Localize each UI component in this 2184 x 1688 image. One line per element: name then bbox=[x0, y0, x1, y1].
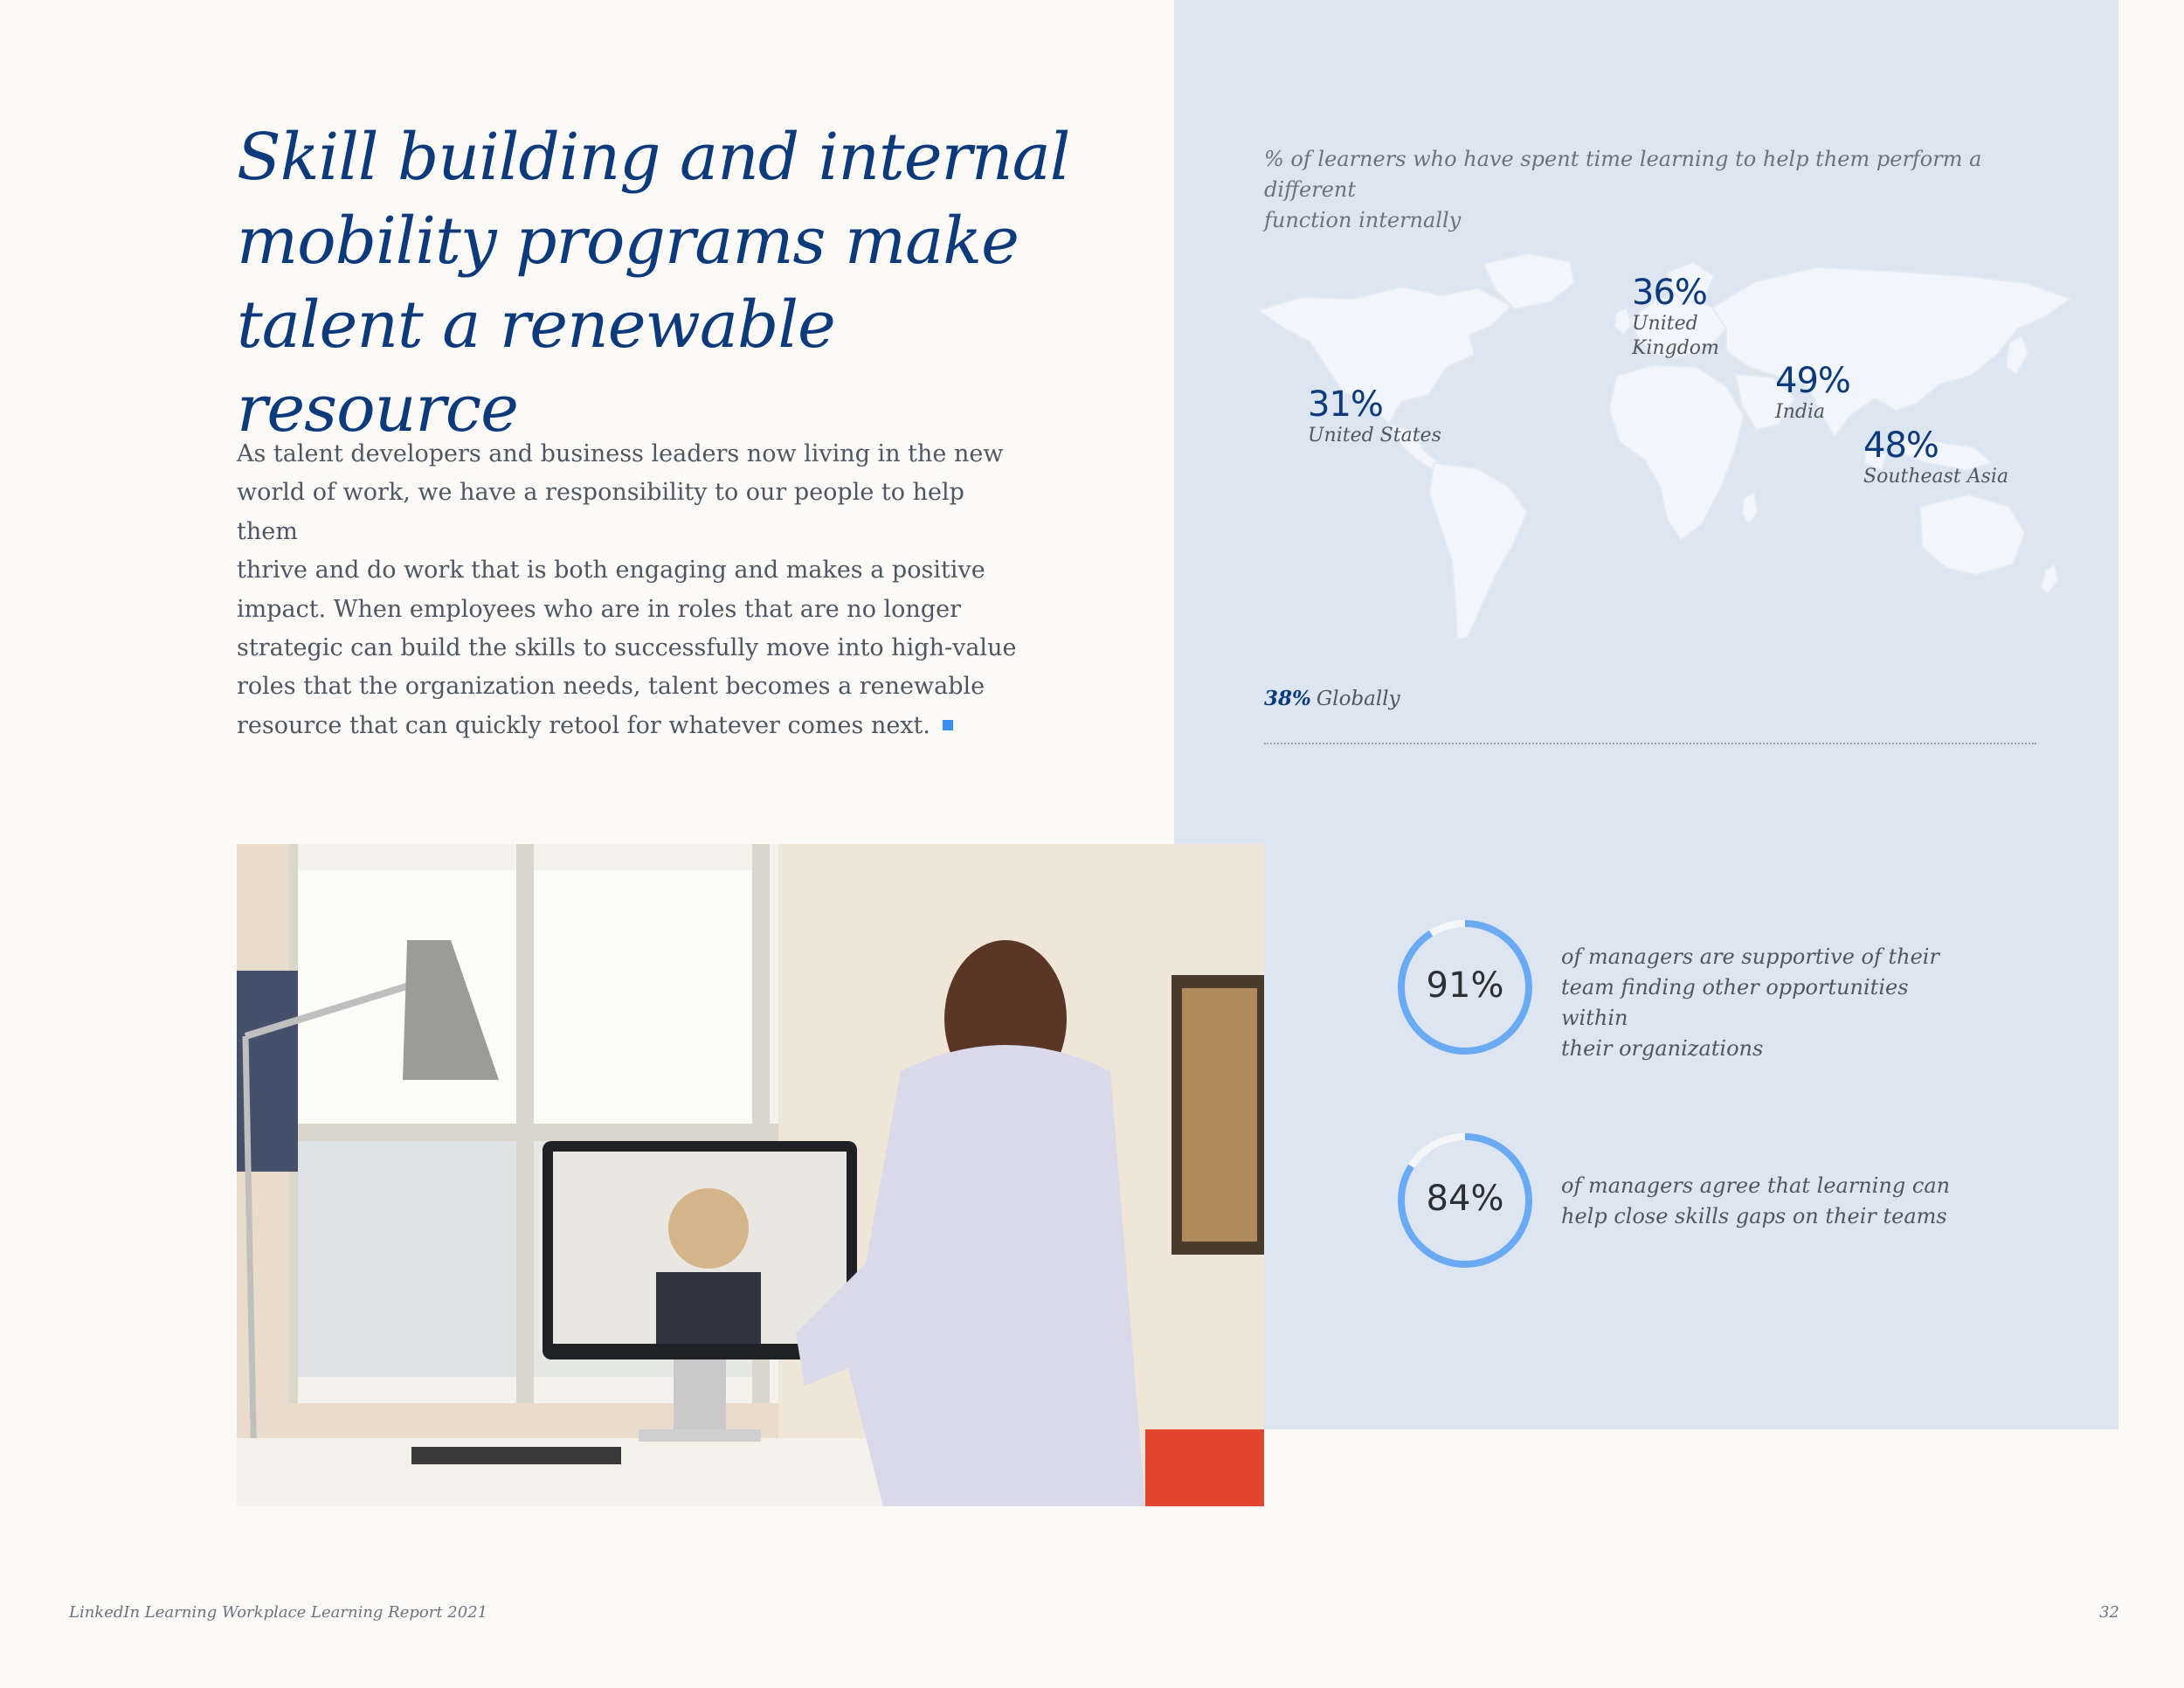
map-stat-percent: 49% bbox=[1775, 361, 1850, 401]
body-line: resource that can quickly retool for whatever comes next. bbox=[237, 711, 930, 739]
donut-description-line: of managers agree that learning can bbox=[1561, 1173, 1951, 1198]
headline-line: mobility programs make bbox=[237, 204, 1019, 279]
body-line: As talent developers and business leaders now living in the new bbox=[237, 440, 1004, 467]
donut-description-line: team finding other opportunities within bbox=[1561, 975, 1909, 1030]
map-stat-united-states bbox=[1308, 385, 1441, 448]
map-stat-location bbox=[1632, 312, 1719, 361]
donut-percent: 84% bbox=[1426, 1179, 1504, 1219]
body-paragraph bbox=[237, 435, 1023, 745]
footer-report-title: LinkedIn Learning Workplace Learning Report 2021 bbox=[69, 1603, 488, 1622]
donut-description-line: of managers are supportive of their bbox=[1561, 944, 1939, 969]
map-stat-united-kingdom bbox=[1632, 273, 1719, 361]
donut-description-line: help close skills gaps on their teams bbox=[1561, 1204, 1947, 1228]
body-line: roles that the organization needs, talent becomes a renewable bbox=[237, 673, 985, 701]
headline-line: talent a renewable resource bbox=[237, 287, 835, 446]
map-stat-location: Southeast Asia bbox=[1863, 466, 2009, 488]
body-line: world of work, we have a responsibility to our people to help them bbox=[237, 479, 964, 545]
map-stat-location: India bbox=[1775, 401, 1826, 423]
donut-percent: 91% bbox=[1426, 965, 1504, 1006]
global-stat-label: Globally bbox=[1316, 688, 1400, 710]
photo-woman-video-call bbox=[237, 844, 1264, 1506]
body-line: impact. When employees who are in roles that are no longer bbox=[237, 595, 961, 623]
map-caption bbox=[1264, 144, 2050, 236]
map-stat-location-line: United bbox=[1632, 313, 1698, 335]
donut-description bbox=[1561, 1171, 1980, 1232]
map-stat-southeast-asia bbox=[1863, 426, 2008, 489]
page-number: 32 bbox=[2099, 1603, 2119, 1622]
page-headline bbox=[237, 115, 1093, 451]
dotted-divider bbox=[1264, 743, 2036, 744]
end-of-article-square-icon bbox=[943, 720, 953, 730]
headline-line: Skill building and internal bbox=[237, 120, 1070, 195]
map-caption-line: % of learners who have spent time learning to help them perform a different bbox=[1264, 147, 1982, 202]
map-stat-location: United States bbox=[1308, 425, 1441, 446]
map-stat-percent: 31% bbox=[1308, 384, 1383, 425]
global-stat-percent: 38% bbox=[1264, 687, 1311, 710]
map-stat-percent: 48% bbox=[1863, 425, 1939, 466]
body-line: strategic can build the skills to successfully move into high-value bbox=[237, 634, 1017, 662]
body-line: thrive and do work that is both engaging and makes a positive bbox=[237, 557, 985, 585]
map-stat-percent: 36% bbox=[1632, 273, 1707, 313]
map-stat-location-line: Kingdom bbox=[1632, 337, 1719, 359]
map-stat-india bbox=[1775, 362, 1850, 425]
map-caption-line: function internally bbox=[1264, 208, 1462, 232]
donut-description bbox=[1561, 942, 1980, 1064]
donut-description-line: their organizations bbox=[1561, 1036, 1764, 1061]
global-stat bbox=[1264, 687, 1400, 710]
